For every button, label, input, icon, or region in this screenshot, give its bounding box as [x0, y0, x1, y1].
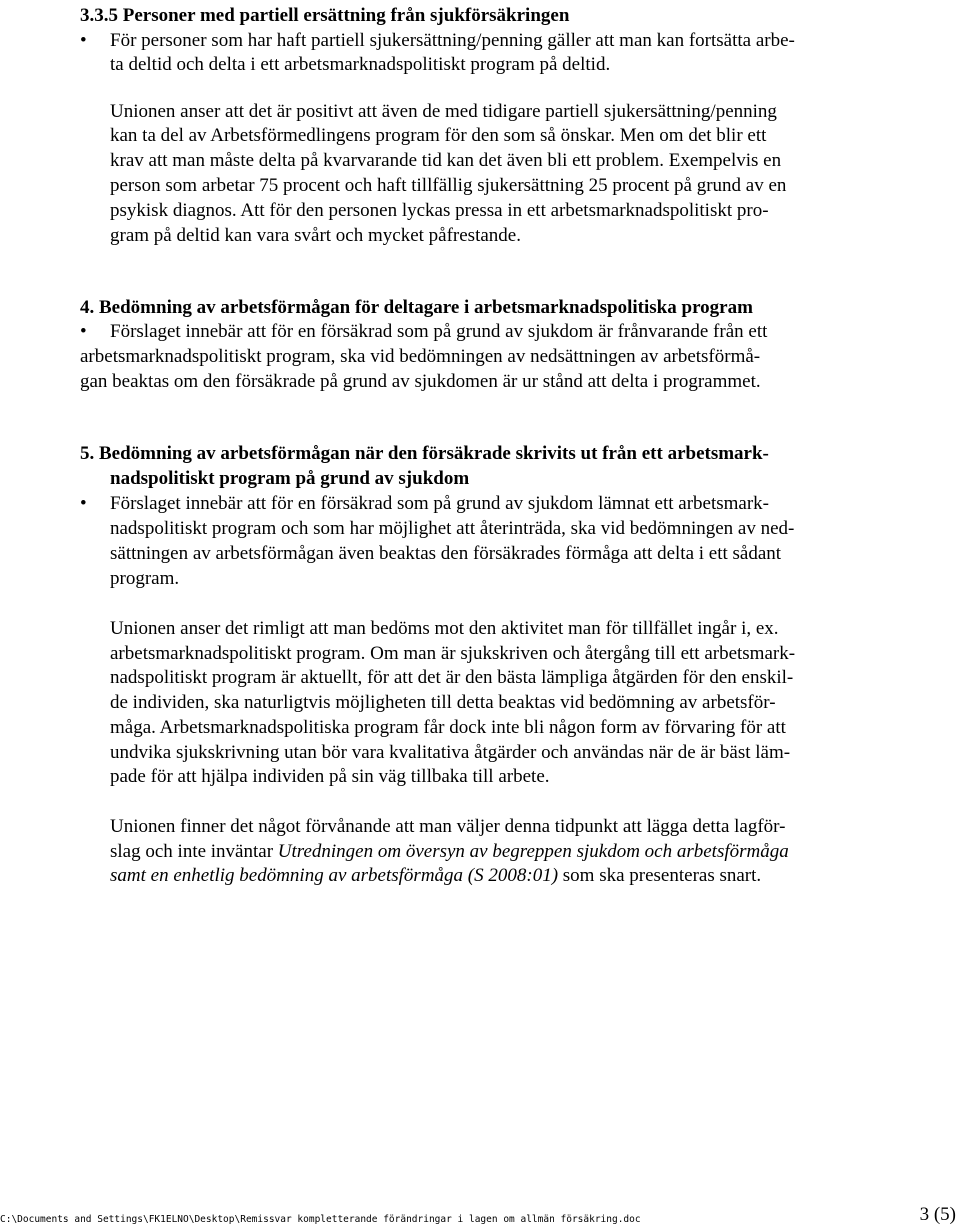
bullet-text-line: arbetsmarknadspolitiskt program, ska vid bedömningen av nedsättningen av arbetsförmå- [80, 346, 761, 367]
paragraph-line [110, 864, 761, 888]
paragraph-line: Unionen anser det rimligt att man bedöms mot den aktivitet man för tillfället ingår i, ex. [110, 618, 779, 639]
paragraph-line: psykisk diagnos. Att för den personen lyckas pressa in ett arbetsmarknadspolitiskt pro- [110, 200, 769, 221]
paragraph-line: person som arbetar 75 procent och haft tillfällig sjukersättning 25 procent på grund av en [110, 175, 787, 196]
paragraph-line: måga. Arbetsmarknadspolitiska program får dock inte bli någon form av förvaring för att [110, 717, 786, 738]
bullet-text-line: Förslaget innebär att för en försäkrad som på grund av sjukdom lämnat ett arbetsmark- [110, 493, 769, 514]
bullet-text-line: gan beaktas om den försäkrade på grund av sjukdomen är ur stånd att delta i programmet. [80, 371, 761, 392]
paragraph-line: krav att man måste delta på kvarvarande tid kan det även bli ett problem. Exempelvis en [110, 150, 782, 171]
plain-text: som ska presenteras snart. [558, 865, 762, 886]
bullet-text-line: Förslaget innebär att för en försäkrad som på grund av sjukdom är frånvarande från ett [110, 321, 768, 342]
bullet-text-line: sättningen av arbetsförmågan även beaktas den försäkrades förmåga att delta i ett sådant [110, 543, 782, 564]
paragraph-line: de individen, ska naturligtvis möjligheten till detta beaktas vid bedömning av arbetsför- [110, 692, 776, 713]
plain-text: slag och inte inväntar [110, 841, 278, 862]
paragraph-line: nadspolitiskt program är aktuellt, för att det är den bästa lämpliga åtgärden för den enskil- [110, 667, 794, 688]
paragraph-line: undvika sjukskrivning utan bör vara kvalitativa åtgärder och användas när de är bäst läm- [110, 742, 791, 763]
paragraph-line: kan ta del av Arbetsförmedlingens program för den som så önskar. Men om det blir ett [110, 125, 767, 146]
bullet-text-line: ta deltid och delta i ett arbetsmarknadspolitiskt program på deltid. [110, 54, 611, 75]
section-5-heading: 5. Bedömning av arbetsförmågan när den försäkrade skrivits ut från ett arbetsmark- [80, 443, 769, 464]
paragraph-line: arbetsmarknadspolitiskt program. Om man är sjukskriven och återgång till ett arbetsmark- [110, 643, 796, 664]
section-4-heading: 4. Bedömning av arbetsförmågan för deltagare i arbetsmarknadspolitiska program [80, 297, 753, 318]
paragraph-line [110, 840, 789, 864]
bullet-marker: • [80, 321, 87, 342]
report-title-italic: samt en enhetlig bedömning av arbetsförmåga (S 2008:01) [110, 865, 559, 886]
paragraph-line: pade för att hjälpa individen på sin väg tillbaka till arbete. [110, 766, 550, 787]
bullet-text-line: nadspolitiskt program och som har möjlighet att återinträda, ska vid bedömningen av ned- [110, 518, 795, 539]
footer-file-path: C:\Documents and Settings\FK1ELNO\Desktop\Remissvar kompletterande förändringar i lagen om allmän försäkring.doc [0, 1214, 641, 1225]
bullet-marker: • [80, 493, 87, 514]
section-3-3-5-heading: 3.3.5 Personer med partiell ersättning från sjukförsäkringen [80, 5, 570, 26]
paragraph-line: Unionen finner det något förvånande att man väljer denna tidpunkt att lägga detta lagför- [110, 816, 786, 837]
report-title-italic: Utredningen om översyn av begreppen sjukdom och arbetsförmåga [277, 841, 789, 862]
paragraph-line: gram på deltid kan vara svårt och mycket påfrestande. [110, 225, 521, 246]
bullet-marker: • [80, 30, 87, 51]
page-number: 3 (5) [919, 1204, 956, 1225]
bullet-text-line: program. [110, 568, 180, 589]
bullet-text-line: För personer som har haft partiell sjukersättning/penning gäller att man kan fortsätta arbe- [110, 30, 795, 51]
paragraph-line: Unionen anser att det är positivt att även de med tidigare partiell sjukersättning/penning [110, 101, 777, 122]
section-5-heading: nadspolitiskt program på grund av sjukdom [110, 468, 470, 489]
